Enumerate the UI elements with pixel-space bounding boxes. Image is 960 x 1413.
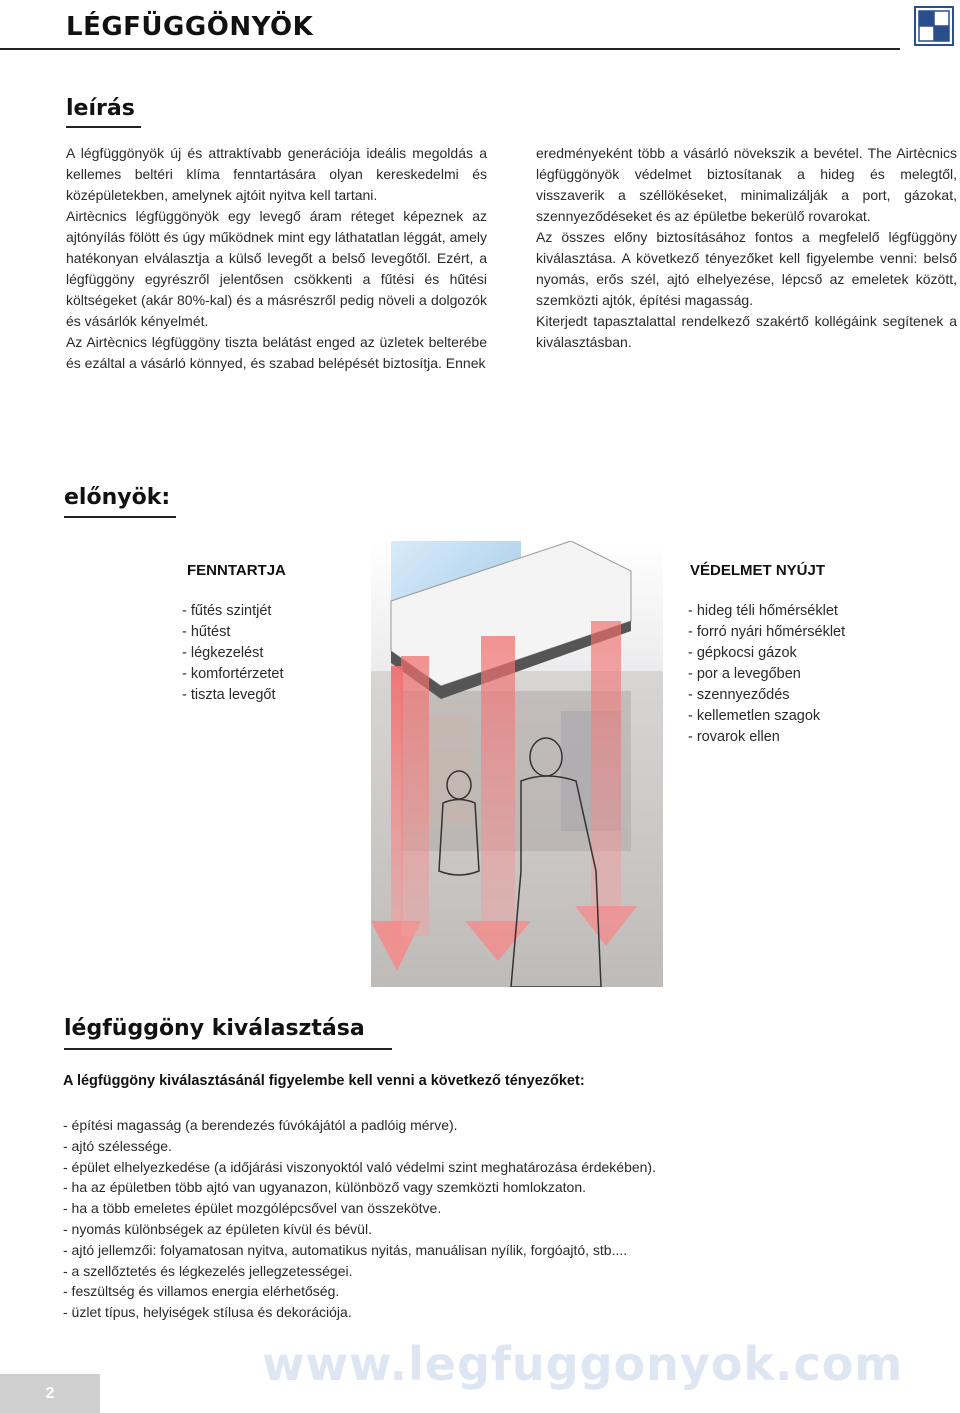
list-item: - komfortérzetet	[182, 666, 284, 682]
page-number: 2	[45, 1385, 55, 1402]
list-item: - ha a több emeletes épület mozgólépcsővel van összekötve.	[63, 1200, 442, 1217]
list-item: - kellemetlen szagok	[688, 708, 821, 724]
brand-logo-icon	[914, 6, 954, 46]
section-heading-kivalasztas: légfüggöny kiválasztása	[64, 1016, 365, 1041]
header-divider	[0, 48, 900, 50]
kivalasztas-intro: A légfüggöny kiválasztásánál figyelembe kell venni a következő tényezőket:	[63, 1073, 585, 1089]
list-item: - gépkocsi gázok	[688, 645, 797, 661]
paragraph: A légfüggönyök új és attraktívabb generációja ideális megoldás a kellemes beltéri klíma fenntartására olyan kereskedelmi és középületekben, amelynek ajtóit nyitva kell tartani.	[66, 145, 487, 203]
paragraph: eredményeként több a vásárló növekszik a bevétel. The Airtècnics légfüggönyök védelmet biztosítanak a hideg és melegtől, visszaverik a széllökéseket, minimalizálják a port, gázokat, szennyeződéseket és az épületbe bekerülő rovarokat.	[536, 145, 957, 224]
list-item: - feszültség és villamos energia elérhetőség.	[63, 1283, 340, 1300]
list-item: - szennyeződés	[688, 687, 790, 703]
list-item: - hideg téli hőmérséklet	[688, 603, 838, 619]
paragraph: Az összes előny biztosításához fontos a megfelelő légfüggöny kiválasztása. A következő tényezőket kell figyelembe venni: belső nyomás, erős szél, ajtó elhelyezése, lépcső az emeletek között, szemközti ajtók, építési magasság.	[536, 229, 957, 308]
paragraph: Kiterjedt tapasztalattal rendelkező szakértő kollégáink segítenek a kiválasztásban.	[536, 313, 957, 350]
list-item: - ajtó szélessége.	[63, 1137, 172, 1154]
list-item: - fűtés szintjét	[182, 603, 272, 619]
section-heading-elonyok: előnyök:	[64, 485, 171, 510]
section-heading-leiras: leírás	[66, 96, 135, 121]
page-title: LÉGFÜGGÖNYÖK	[66, 12, 314, 42]
list-item: - por a levegőben	[688, 666, 801, 682]
list-item: - ajtó jellemzői: folyamatosan nyitva, automatikus nyitás, manuálisan nyílik, forgóajtó, stb....	[63, 1241, 628, 1258]
leiras-left-column	[66, 143, 487, 374]
list-item: - légkezelést	[182, 645, 264, 661]
leiras-right-column	[536, 143, 957, 353]
air-curtain-illustration	[371, 541, 663, 987]
fenntartja-title: FENNTARTJA	[187, 562, 286, 579]
list-item: - ha az épületben több ajtó van ugyanazon, különböző vagy szemközti homlokzaton.	[63, 1179, 586, 1196]
website-link[interactable]: www.legfuggonyok.com	[262, 1337, 904, 1391]
list-item: - üzlet típus, helyiségek stílusa és dekorációja.	[63, 1304, 352, 1321]
list-item: - a szellőztetés és légkezelés jellegzetességei.	[63, 1262, 353, 1279]
list-item: - hűtést	[182, 624, 231, 640]
list-item: - épület elhelyezkedése (a időjárási viszonyoktól való védelmi szint meghatározása érdekében).	[63, 1158, 656, 1175]
vedelmet-nyujt-title: VÉDELMET NYÚJT	[690, 562, 826, 579]
list-item: - rovarok ellen	[688, 729, 780, 745]
list-item: - forró nyári hőmérséklet	[688, 624, 846, 640]
list-item: - nyomás különbségek az épületen kívül és bévül.	[63, 1220, 372, 1237]
heading-underline	[66, 126, 141, 128]
kivalasztas-list	[63, 1115, 923, 1323]
vedelmet-nyujt-column	[688, 560, 948, 748]
paragraph: Airtècnics légfüggönyök egy levegő áram réteget képeznek az ajtónyílás fölött és úgy működnek mint egy láthatatlan léggát, amely hatékonyan elválasztja a külső levegőt a belső levegőtől. Ezért, a légfüggöny egyrészről jelentősen csökkenti a fűtési és hűtési költségeket (akár 80%-kal) és a másrészről pedig növeli a dolgozók és vásárlók kényelmét.	[66, 208, 487, 329]
list-item: - tiszta levegőt	[182, 687, 276, 703]
heading-underline	[64, 516, 176, 518]
heading-underline	[64, 1048, 392, 1050]
paragraph: Az Airtècnics légfüggöny tiszta belátást enged az üzletek belterébe és ezáltal a vásárló könnyed, és szabad belépését biztosítja. Ennek	[66, 334, 487, 371]
fenntartja-column	[182, 560, 382, 706]
list-item: - építési magasság (a berendezés fúvókájától a padlóig mérve).	[63, 1117, 458, 1133]
